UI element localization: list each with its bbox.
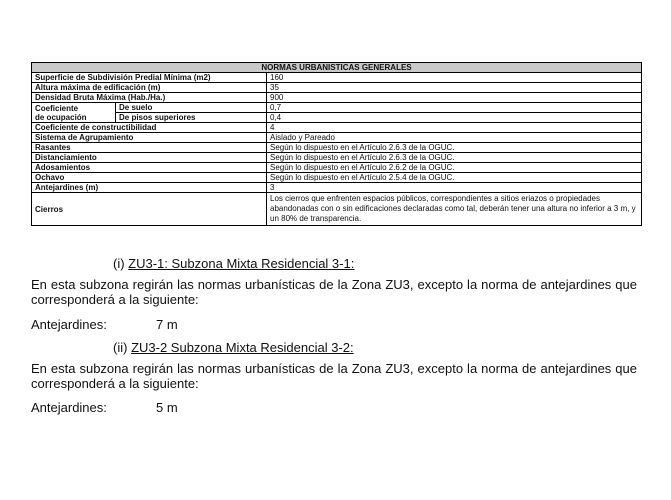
- ocupacion-label-line1: Coeficiente: [35, 103, 79, 113]
- table-row: [32, 123, 642, 133]
- row-label: Adosamientos: [32, 163, 267, 173]
- row-value: Según lo dispuesto en el Artículo 2.6.2 de la OGUC.: [267, 163, 642, 173]
- pisos-value: 0,4: [267, 113, 642, 123]
- cierros-label: Cierros: [32, 193, 267, 226]
- table-row: [32, 133, 642, 143]
- norms-table: [31, 62, 642, 226]
- row-value: Según lo dispuesto en el Artículo 2.6.3 de la OGUC.: [267, 153, 642, 163]
- antejardines-value: 7 m: [156, 317, 178, 332]
- row-label: Rasantes: [32, 143, 267, 153]
- pisos-label: De pisos superiores: [116, 113, 267, 123]
- section-paragraph: En esta subzona regirán las normas urbanísticas de la Zona ZU3, excepto la norma de antejardines que corresponderá a la siguiente:: [31, 277, 637, 307]
- row-value: Según lo dispuesto en el Artículo 2.5.4 de la OGUC.: [267, 173, 642, 183]
- table-row: [32, 103, 642, 113]
- suelo-label: De suelo: [116, 103, 267, 113]
- section-title: ZU3-2 Subzona Mixta Residencial 3-2:: [131, 340, 354, 355]
- ocupacion-label-line2: de ocupación: [35, 112, 87, 122]
- section-numeral: (i): [113, 256, 125, 271]
- table-row: [32, 153, 642, 163]
- row-value: 3: [267, 183, 642, 193]
- section-title: ZU3-1: Subzona Mixta Residencial 3-1:: [128, 256, 355, 271]
- row-label: Sistema de Agrupamiento: [32, 133, 267, 143]
- table-row: [32, 183, 642, 193]
- row-value: 900: [267, 93, 642, 103]
- antejardines-line: [31, 400, 178, 415]
- row-label: Altura máxima de edificación (m): [32, 83, 267, 93]
- row-label: Distanciamiento: [32, 153, 267, 163]
- antejardines-value: 5 m: [156, 400, 178, 415]
- row-label: Coeficiente de constructibilidad: [32, 123, 267, 133]
- row-label: Densidad Bruta Máxima (Hab./Ha.): [32, 93, 267, 103]
- antejardines-line: [31, 317, 178, 332]
- section-heading-1: [113, 256, 354, 271]
- table-row: [32, 193, 642, 226]
- ocupacion-label: [32, 103, 116, 123]
- cierros-value: Los cierros que enfrenten espacios públicos, correspondientes a sitios eriazos o propiedades abandonadas con o sin edificaciones declaradas como tal, deberán tener una altura no inferior a 3 m, y un 80% de transparencia.: [267, 193, 642, 226]
- row-value: 35: [267, 83, 642, 93]
- section-heading-2: [113, 340, 354, 355]
- table-row: [32, 93, 642, 103]
- row-value: 160: [267, 73, 642, 83]
- section-numeral: (ii): [113, 340, 128, 355]
- table-row: [32, 173, 642, 183]
- section-paragraph: En esta subzona regirán las normas urbanísticas de la Zona ZU3, excepto la norma de antejardines que corresponderá a la siguiente:: [31, 361, 637, 391]
- row-label: Ochavo: [32, 173, 267, 183]
- table-row: [32, 73, 642, 83]
- table-row: [32, 83, 642, 93]
- row-value: Aislado y Pareado: [267, 133, 642, 143]
- suelo-value: 0,7: [267, 103, 642, 113]
- table-header: NORMAS URBANISTICAS GENERALES: [32, 63, 642, 73]
- row-value: 4: [267, 123, 642, 133]
- row-value: Según lo dispuesto en el Artículo 2.6.3 de la OGUC.: [267, 143, 642, 153]
- antejardines-key: Antejardines:: [31, 317, 107, 332]
- table-row: [32, 143, 642, 153]
- row-label: Antejardines (m): [32, 183, 267, 193]
- antejardines-key: Antejardines:: [31, 400, 107, 415]
- table-row: [32, 163, 642, 173]
- table-row: [32, 113, 642, 123]
- row-label: Superficie de Subdivisión Predial Mínima (m2): [32, 73, 267, 83]
